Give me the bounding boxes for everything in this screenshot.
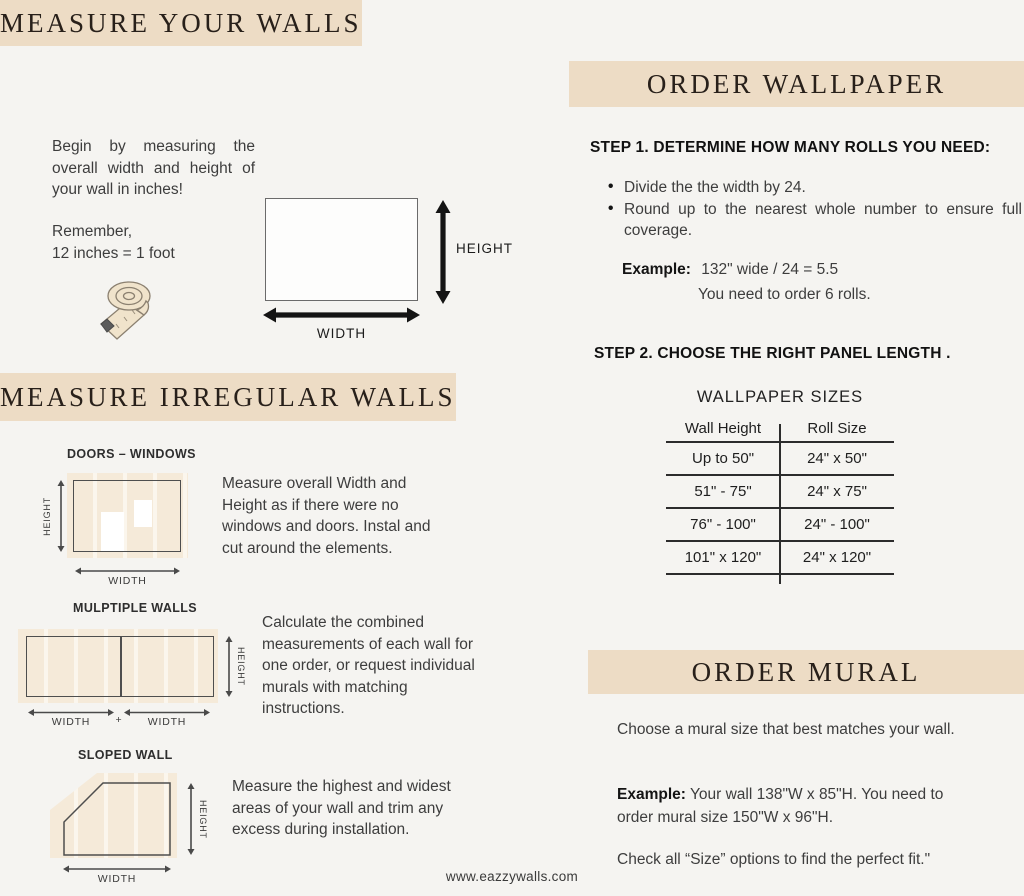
height-label: HEIGHT bbox=[236, 647, 246, 686]
section-band-measure-irregular bbox=[0, 373, 456, 421]
door-cutout bbox=[101, 512, 124, 551]
window-cutout bbox=[134, 500, 152, 527]
multiple-walls-label: MULPTIPLE WALLS bbox=[73, 601, 198, 615]
roll-size-cell: 24" x 120" bbox=[802, 549, 872, 566]
column-header: Wall Height bbox=[684, 420, 762, 437]
doors-windows-label: DOORS – WINDOWS bbox=[67, 447, 196, 461]
sloped-wall-label: SLOPED WALL bbox=[78, 748, 173, 762]
section-title: MEASURE YOUR WALLS bbox=[0, 7, 362, 38]
wall-height-cell: 101" x 120" bbox=[684, 549, 762, 566]
roll-size-cell: 24" - 100" bbox=[804, 516, 870, 533]
tape-measure-icon bbox=[86, 272, 168, 344]
multiple-walls-diagram bbox=[8, 622, 260, 734]
plus-sign: + bbox=[115, 714, 123, 726]
remember-note bbox=[52, 221, 272, 264]
step1-heading: STEP 1. DETERMINE HOW MANY ROLLS YOU NEED: bbox=[590, 139, 991, 156]
walls-outline bbox=[26, 636, 214, 697]
height-arrow bbox=[435, 200, 451, 304]
example-calculation: 132" wide / 24 = 5.5 bbox=[701, 261, 839, 278]
wallpaper-sizes-table bbox=[666, 416, 894, 575]
website-url: www.eazzywalls.com bbox=[445, 869, 579, 884]
width-label: WIDTH bbox=[108, 575, 147, 587]
step2-heading: STEP 2. CHOOSE THE RIGHT PANEL LENGTH . bbox=[594, 345, 951, 362]
example-label: Example: bbox=[622, 261, 691, 278]
roll-size-cell: 24" x 50" bbox=[807, 450, 867, 467]
remember-line-1: Remember, bbox=[52, 223, 133, 240]
height-arrow bbox=[224, 636, 234, 697]
doors-windows-text: Measure overall Width and Height as if there were no windows and doors. Instal and cut around the elements. bbox=[222, 475, 431, 557]
wall-height-cell: Up to 50" bbox=[691, 450, 755, 467]
bullet-item: • Round up to the nearest whole number to ensure full coverage. bbox=[606, 199, 1022, 242]
wall-outline bbox=[73, 480, 181, 552]
section-band-measure-walls bbox=[0, 0, 362, 46]
height-label: HEIGHT bbox=[42, 496, 52, 536]
example-text: Your wall 138"W x 85"H. You need to order mural size 150"W x 96"H. bbox=[617, 786, 944, 826]
bullet-item: • Divide the the width by 24. bbox=[606, 177, 1022, 199]
example-label: Example: bbox=[617, 786, 686, 803]
multiple-walls-text: Calculate the combined measurements of each wall for one order, or request individual murals with matching instructions. bbox=[262, 614, 475, 717]
section-title: ORDER MURAL bbox=[691, 656, 921, 687]
height-arrow bbox=[186, 783, 196, 855]
section-band-order-wallpaper bbox=[569, 61, 1024, 107]
wall-divider bbox=[120, 637, 122, 696]
wall-height-cell: 51" - 75" bbox=[694, 483, 752, 500]
table-column-divider bbox=[779, 424, 781, 584]
roll-size-cell: 24" x 75" bbox=[807, 483, 867, 500]
width-label-right: WIDTH bbox=[147, 716, 187, 728]
width-label-left: WIDTH bbox=[51, 716, 91, 728]
width-arrow bbox=[263, 307, 420, 323]
mural-size-note: Check all “Size” options to find the perfect fit." bbox=[617, 851, 931, 868]
section-title: MEASURE IRREGULAR WALLS bbox=[0, 381, 456, 412]
measure-intro-text: Begin by measuring the overall width and height of your wall in inches! bbox=[52, 138, 255, 198]
example-result: You need to order 6 rolls. bbox=[698, 285, 871, 303]
column-header: Roll Size bbox=[807, 420, 867, 437]
section-band-order-mural bbox=[588, 650, 1024, 694]
mural-example bbox=[617, 784, 977, 829]
doors-windows-diagram bbox=[44, 468, 224, 593]
step1-example bbox=[622, 259, 1012, 305]
remember-line-2: 12 inches = 1 foot bbox=[52, 244, 175, 262]
height-arrow bbox=[56, 480, 66, 552]
width-label: WIDTH bbox=[97, 873, 137, 885]
table-title: WALLPAPER SIZES bbox=[696, 388, 864, 406]
wall-diagram bbox=[263, 196, 513, 346]
width-label: WIDTH bbox=[316, 326, 367, 341]
wall-height-cell: 76" - 100" bbox=[690, 516, 756, 533]
sloped-wall-shape bbox=[48, 765, 183, 861]
mural-intro-text: Choose a mural size that best matches your wall. bbox=[617, 721, 955, 738]
height-label: HEIGHT bbox=[198, 799, 208, 839]
height-label: HEIGHT bbox=[456, 241, 514, 256]
step1-bullet-list bbox=[606, 177, 1022, 242]
section-title: ORDER WALLPAPER bbox=[646, 68, 947, 99]
wall-rectangle bbox=[265, 198, 418, 301]
sloped-wall-text: Measure the highest and widest areas of your wall and trim any excess during installation. bbox=[232, 778, 451, 838]
